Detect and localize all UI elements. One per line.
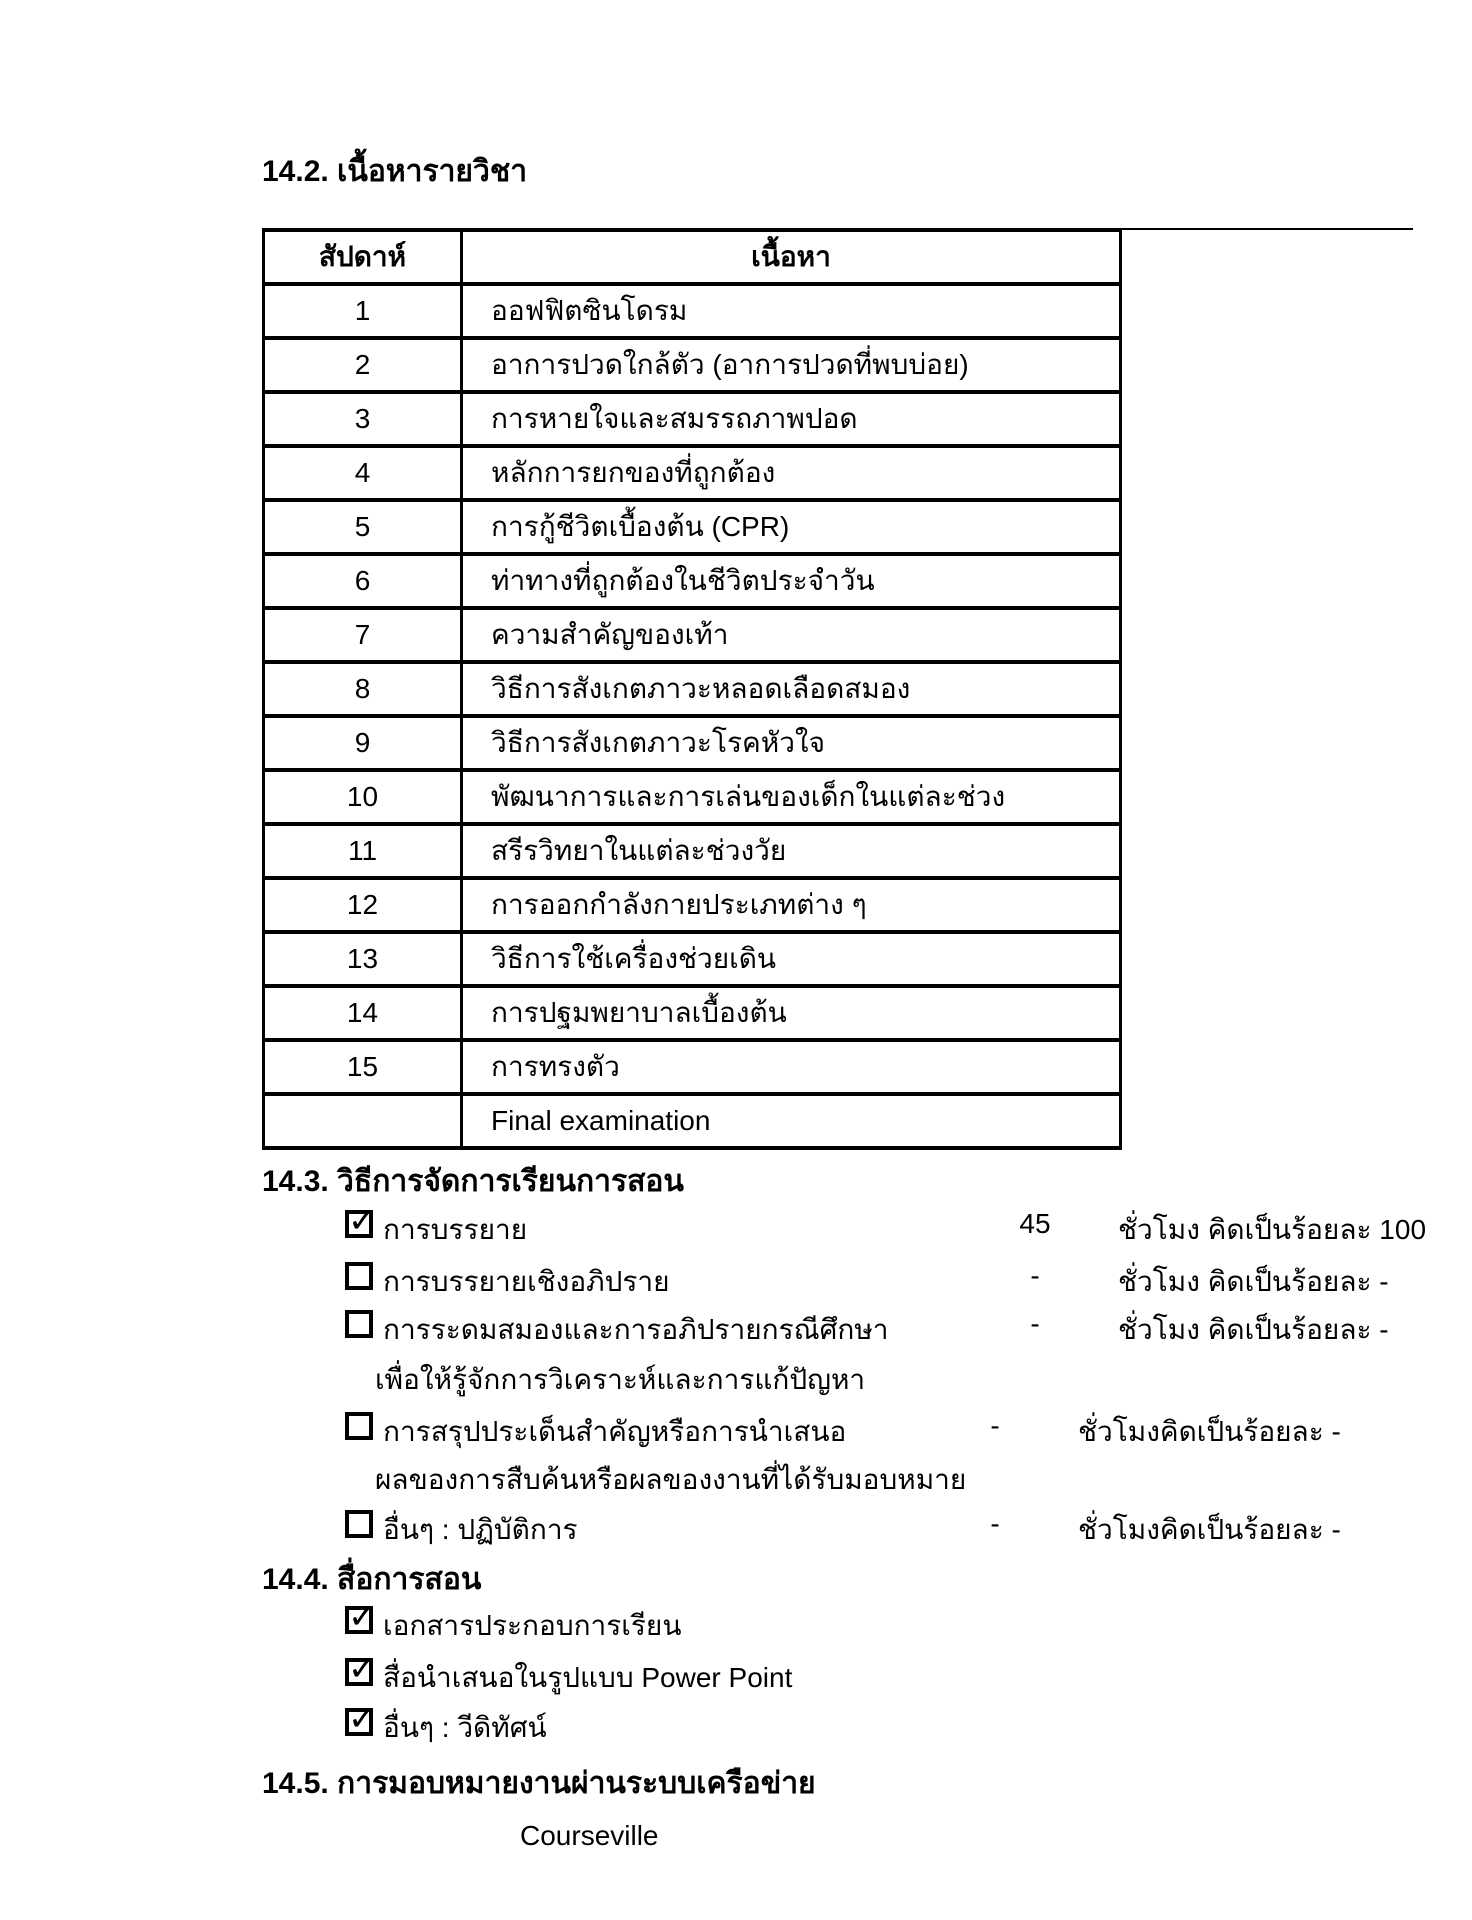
section-14-3-heading: 14.3. วิธีการจัดการเรียนการสอน	[262, 1165, 684, 1198]
content-cell: อาการปวดใกล้ตัว (อาการปวดที่พบบ่อย)	[462, 338, 1121, 392]
content-cell: หลักการยกของที่ถูกต้อง	[462, 446, 1121, 500]
checkbox-lecture-discussion[interactable]	[345, 1262, 373, 1290]
table-row	[264, 392, 1121, 446]
method-hours: -	[990, 1410, 1000, 1441]
table-row	[264, 986, 1121, 1040]
week-cell: 11	[264, 824, 462, 878]
content-cell: สรีรวิทยาในแต่ละช่วงวัย	[462, 824, 1121, 878]
table-row	[264, 878, 1121, 932]
table-header-content: เนื้อหา	[462, 230, 1121, 284]
week-cell: 3	[264, 392, 462, 446]
course-content-table	[262, 228, 1122, 1150]
week-cell: 7	[264, 608, 462, 662]
media-row-powerpoint	[0, 1650, 1472, 1698]
week-cell: 15	[264, 1040, 462, 1094]
content-cell: วิธีการสังเกตภาวะโรคหัวใจ	[462, 716, 1121, 770]
checkbox-summary[interactable]	[345, 1412, 373, 1440]
week-cell: 5	[264, 500, 462, 554]
week-cell: 8	[264, 662, 462, 716]
method-unit: ชั่วโมงคิดเป็นร้อยละ -	[1078, 1416, 1341, 1447]
week-cell: 13	[264, 932, 462, 986]
table-row	[264, 446, 1121, 500]
method-label: การสรุปประเด็นสำคัญหรือการนำเสนอ	[383, 1416, 847, 1447]
week-cell: 1	[264, 284, 462, 338]
checkbox-brainstorm[interactable]	[345, 1310, 373, 1338]
method-unit: ชั่วโมง คิดเป็นร้อยละ -	[1118, 1266, 1389, 1297]
week-cell: 4	[264, 446, 462, 500]
checkbox-other-method[interactable]	[345, 1510, 373, 1538]
table-row	[264, 1040, 1121, 1094]
method-hours: 45	[1019, 1208, 1051, 1239]
table-row	[264, 824, 1121, 878]
table-row	[264, 662, 1121, 716]
media-label: เอกสารประกอบการเรียน	[383, 1610, 682, 1641]
content-cell: Final examination	[462, 1094, 1121, 1148]
content-cell: ความสำคัญของเท้า	[462, 608, 1121, 662]
week-cell: 6	[264, 554, 462, 608]
week-cell: 2	[264, 338, 462, 392]
week-cell	[264, 1094, 462, 1148]
method-row-lecture-discussion	[0, 1262, 1472, 1302]
method-hours: -	[990, 1508, 1000, 1539]
section-14-4-heading: 14.4. สื่อการสอน	[262, 1563, 482, 1596]
content-cell: พัฒนาการและการเล่นของเด็กในแต่ละช่วง	[462, 770, 1121, 824]
media-row-other	[0, 1700, 1472, 1748]
table-header-row	[264, 230, 1121, 284]
week-cell: 10	[264, 770, 462, 824]
table-row	[264, 932, 1121, 986]
method-row-brainstorm	[0, 1310, 1472, 1350]
method-unit: ชั่วโมงคิดเป็นร้อยละ -	[1078, 1514, 1341, 1545]
checkbox-powerpoint[interactable]	[345, 1650, 377, 1688]
content-cell: การทรงตัว	[462, 1040, 1121, 1094]
checkmark-icon: ✓	[348, 1598, 377, 1636]
network-platform-name: Courseville	[520, 1820, 659, 1851]
checkmark-icon: ✓	[348, 1650, 377, 1688]
checkbox-other-media[interactable]	[345, 1700, 377, 1738]
media-row-documents	[0, 1598, 1472, 1646]
media-label: อื่นๆ : วีดิทัศน์	[383, 1712, 547, 1743]
method-label: การระดมสมองและการอภิปรายกรณีศึกษา	[383, 1314, 889, 1345]
media-label: สื่อนำเสนอในรูปแบบ Power Point	[383, 1662, 793, 1693]
method-label: อื่นๆ : ปฏิบัติการ	[383, 1514, 578, 1545]
week-cell: 14	[264, 986, 462, 1040]
method-row-summary	[0, 1412, 1472, 1452]
method-unit: ชั่วโมง คิดเป็นร้อยละ -	[1118, 1314, 1389, 1345]
content-cell: ท่าทางที่ถูกต้องในชีวิตประจำวัน	[462, 554, 1121, 608]
method-hours: -	[1030, 1308, 1040, 1339]
method-hours: -	[1030, 1260, 1040, 1291]
table-header-week: สัปดาห์	[264, 230, 462, 284]
week-cell: 12	[264, 878, 462, 932]
method-label: การบรรยายเชิงอภิปราย	[383, 1266, 670, 1297]
checkmark-icon: ✓	[348, 1202, 377, 1240]
method-label-continuation: เพื่อให้รู้จักการวิเคราะห์และการแก้ปัญหา	[375, 1364, 866, 1395]
table-row	[264, 608, 1121, 662]
content-cell: การหายใจและสมรรถภาพปอด	[462, 392, 1121, 446]
content-cell: วิธีการสังเกตภาวะหลอดเลือดสมอง	[462, 662, 1121, 716]
table-row	[264, 284, 1121, 338]
method-unit: ชั่วโมง คิดเป็นร้อยละ 100	[1118, 1214, 1427, 1245]
content-cell: วิธีการใช้เครื่องช่วยเดิน	[462, 932, 1121, 986]
table-row	[264, 500, 1121, 554]
content-cell: การกู้ชีวิตเบื้องต้น (CPR)	[462, 500, 1121, 554]
table-row	[264, 554, 1121, 608]
content-cell: การปฐมพยาบาลเบื้องต้น	[462, 986, 1121, 1040]
table-row-final-exam	[264, 1094, 1121, 1148]
checkmark-icon: ✓	[348, 1700, 377, 1738]
method-label-continuation: ผลของการสืบค้นหรือผลของงานที่ได้รับมอบหมาย	[375, 1464, 967, 1495]
method-row-lecture	[0, 1202, 1472, 1250]
method-label: การบรรยาย	[383, 1214, 528, 1245]
content-cell: การออกกำลังกายประเภทต่าง ๆ	[462, 878, 1121, 932]
method-row-other	[0, 1510, 1472, 1550]
checkbox-course-documents[interactable]	[345, 1598, 377, 1636]
checkbox-lecture[interactable]	[345, 1202, 377, 1240]
table-row	[264, 770, 1121, 824]
section-14-2-heading: 14.2. เนื้อหารายวิชา	[262, 155, 528, 188]
section-14-5-heading: 14.5. การมอบหมายงานผ่านระบบเครือข่าย	[262, 1767, 816, 1800]
week-cell: 9	[264, 716, 462, 770]
table-row	[264, 716, 1121, 770]
content-cell: ออฟฟิตซินโดรม	[462, 284, 1121, 338]
table-row	[264, 338, 1121, 392]
table-top-border-extension	[1122, 228, 1413, 230]
